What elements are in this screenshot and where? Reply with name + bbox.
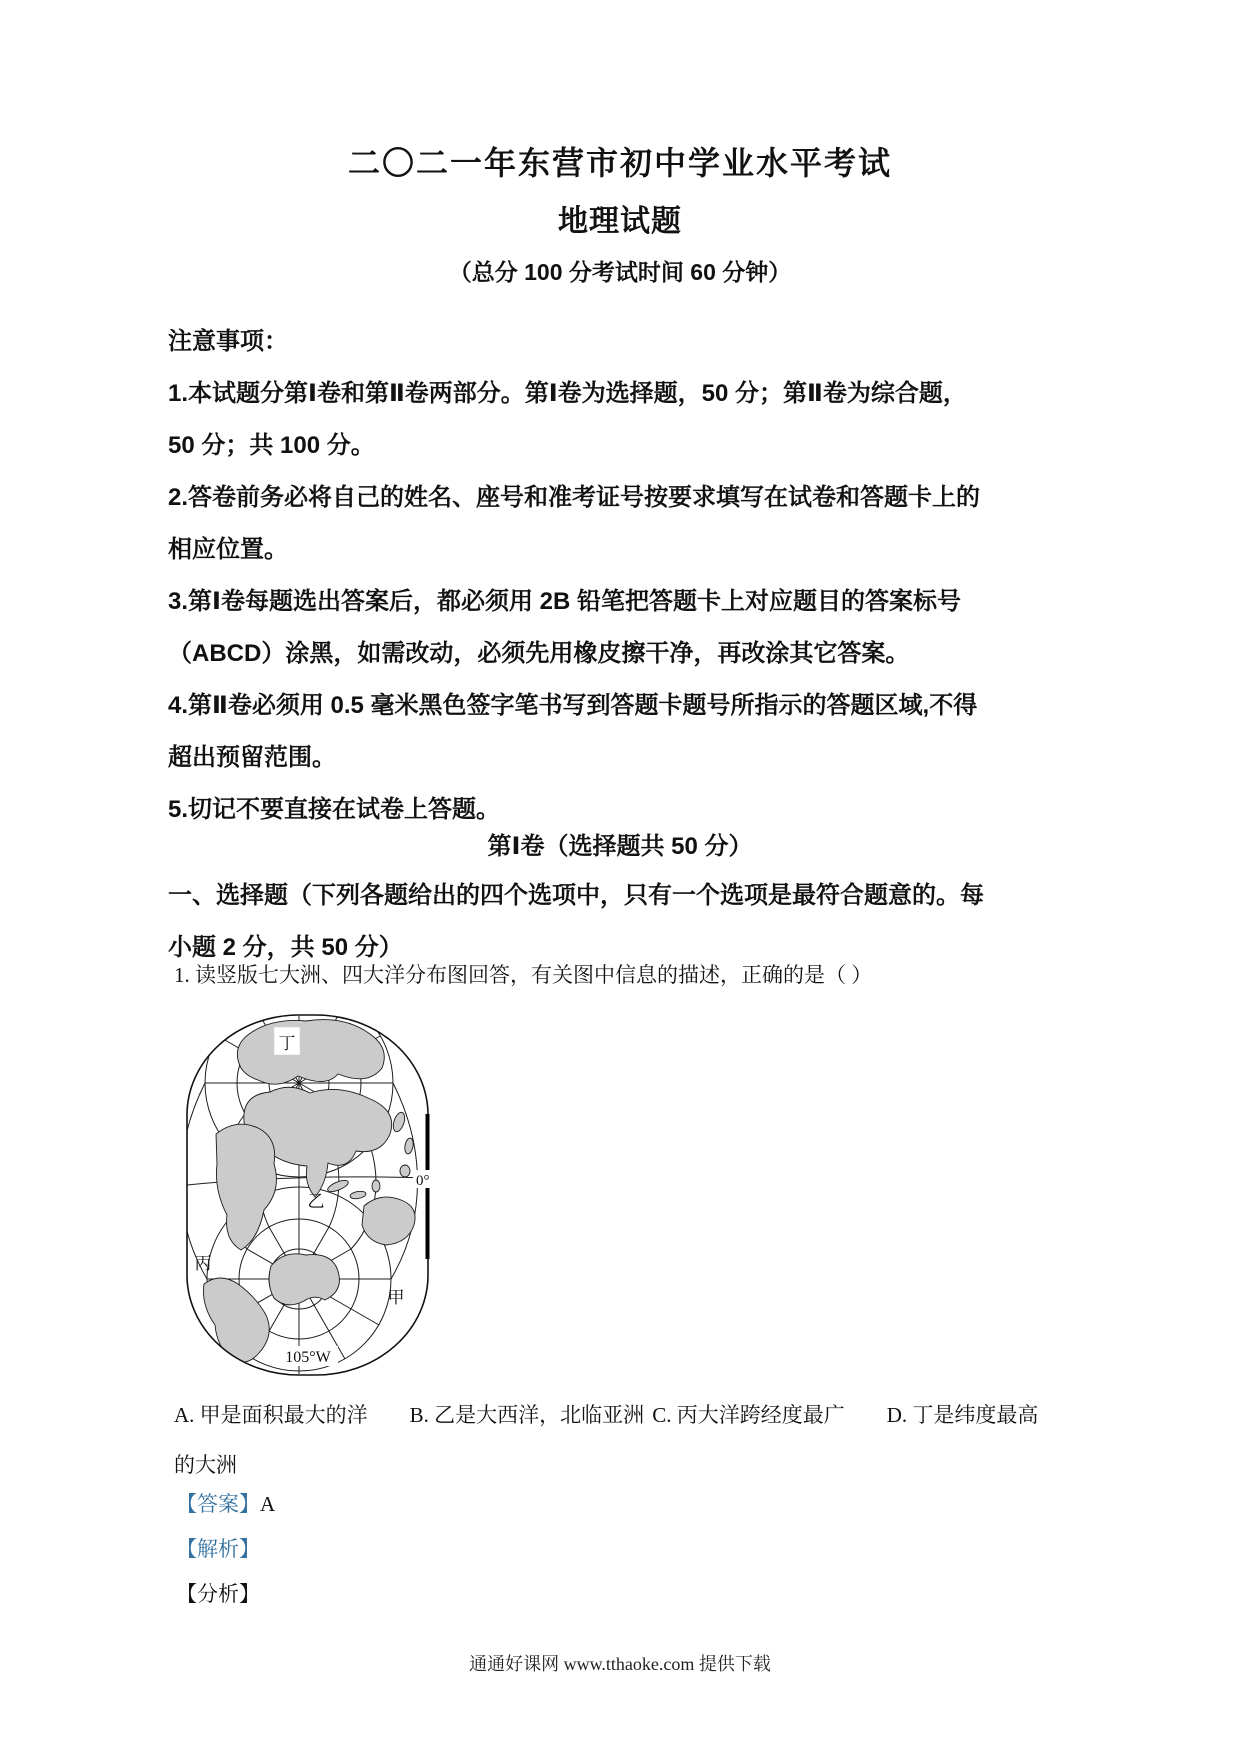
comment-label: 【分析】 [176,1582,260,1606]
answer-section [176,1482,1076,1617]
continent-africa [216,1124,276,1250]
notice-heading: 注意事项： [168,328,288,355]
answer-line [176,1482,1076,1527]
page-subtitle: 地理试题 [558,205,682,238]
map-label-yi: 乙 [307,1192,325,1211]
page-title: 二〇二一年东营市初中学业水平考试 [347,145,892,181]
answer-value: A [260,1492,276,1516]
island [400,1165,410,1177]
notice-line: 50 分；共 100 分。 [168,432,375,459]
option-c: C. 丙大洋跨经度最广 [652,1403,845,1427]
map-label-bing: 丙 [194,1254,212,1273]
continent-south-america [203,1278,269,1362]
continent-australia [362,1197,415,1245]
map-continents [203,1020,415,1363]
vertical-world-map [186,1014,444,1376]
page-footer: 通通好课网 www.tthaoke.com 提供下载 [469,1654,771,1674]
notice-section [168,316,1083,836]
notice-line: 5.切记不要直接在试卷上答题。 [168,796,501,823]
map-label-meridian: 105°W [285,1349,331,1366]
comment-line [176,1572,1076,1617]
notice-line: 1.本试题分第Ⅰ卷和第Ⅱ卷两部分。第Ⅰ卷为选择题，50 分；第Ⅱ卷为综合题， [168,380,967,407]
world-map-figure [186,1014,444,1376]
notice-line: 2.答卷前务必将自己的姓名、座号和准考证号按要求填写在试卷和答题卡上的 [168,484,981,511]
question1-stem: 1. 读竖版七大洲、四大洋分布图回答，有关图中信息的描述，正确的是（ ） [174,963,873,987]
answer-label: 【答案】 [176,1492,260,1516]
section1-intro-line2: 小题 2 分，共 50 分） [168,934,403,961]
notice-line: （ABCD）涂黑，如需改动，必须先用橡皮擦干净，再改涂其它答案。 [168,640,910,667]
notice-line: 3.第Ⅰ卷每题选出答案后，都必须用 2B 铅笔把答题卡上对应题目的答案标号 [168,588,961,615]
continent-north-cap [237,1020,384,1085]
option-b: B. 乙是大西洋，北临亚洲 [409,1403,645,1427]
notice-line: 4.第Ⅱ卷必须用 0.5 毫米黑色签字笔书写到答题卡题号所指示的答题区域,不得 [168,692,978,719]
analysis-label: 【解析】 [176,1537,260,1561]
island [404,1137,415,1154]
section1-heading: 第Ⅰ卷（选择题共 50 分） [487,833,753,860]
island [350,1190,367,1200]
notice-line: 相应位置。 [168,536,288,563]
notice-line: 超出预留范围。 [168,744,336,771]
island [372,1180,380,1192]
score-time-line: （总分 100 分考试时间 60 分钟） [448,259,792,285]
option-d: D. 丁是纬度最高的大洲 [174,1403,1039,1477]
section1-intro-line1: 一、选择题（下列各题给出的四个选项中，只有一个选项是最符合题意的。每 [168,882,984,909]
map-label-ding: 丁 [278,1034,296,1053]
island [391,1111,407,1133]
continent-antarctica [269,1254,339,1305]
map-label-equator: 0° [416,1173,430,1189]
analysis-line [176,1527,1076,1572]
map-label-jia: 甲 [387,1288,405,1307]
question1-options [174,1390,1056,1490]
section1-intro [168,870,1098,974]
option-a: A. 甲是面积最大的洋 [174,1403,368,1427]
